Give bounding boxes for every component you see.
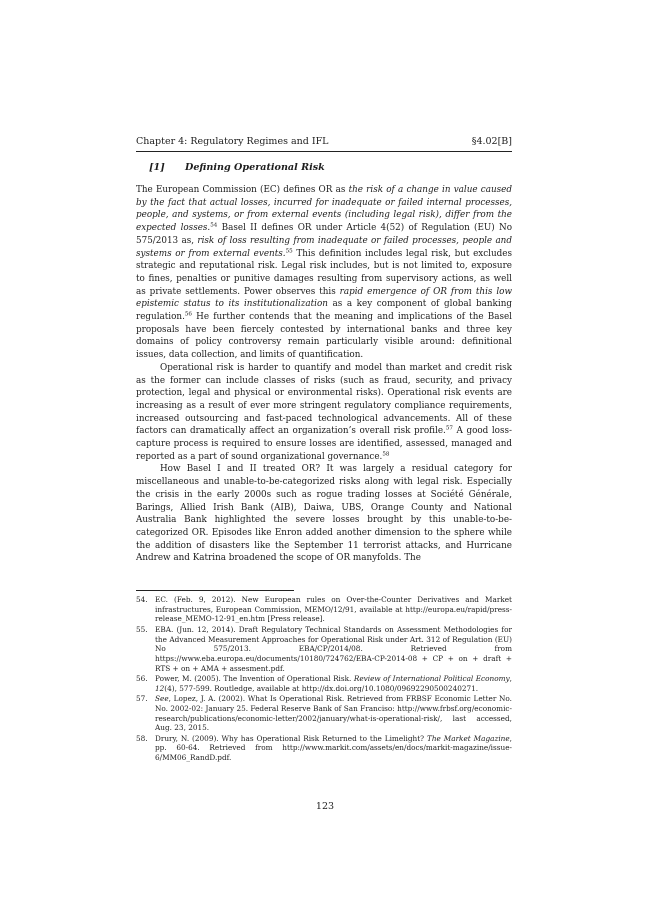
paragraph-2 — [136, 362, 512, 464]
footnotes — [136, 595, 512, 763]
text-run: Drury, N. (2009). Why has Operational Risk Returned to the Limelight? — [155, 733, 427, 743]
footnote-number: 57. — [136, 694, 148, 704]
paragraph-1 — [136, 184, 512, 362]
footnote-text — [155, 734, 512, 763]
page-content — [136, 136, 512, 565]
text-run: , pp. 60-64. Retrieved from http://www.markit.com/assets/en/docs/markit-magazine/issue-6/MM06_RandD.pdf. — [155, 733, 512, 762]
text-run: Operational risk is harder to quantify and model than market and credit risk as the former can include classes of risks (such as fraud, security, and privacy protection, legal and physical or environmental risks). Operational risk events are increasing as a result of ever more stringent regulatory compliance requirements, increased outsourcing and fast-paced technological advancements. All of these factors can dramatically affect an organization’s overall risk profile. — [136, 362, 512, 437]
text-run: This definition includes legal risk, but excludes strategic and reputational risk. Legal risk includes, but is not limited to, exposure to fines, penalties or punitive damages resulting from supervisory actions, as well as private settlements. Power observes this — [136, 248, 512, 297]
quote-ec-definition: the risk of a change in value caused by the fact that actual losses, incurred for inadequate or failed internal processes, people, and systems, or from external events (including legal risk), differ from the expected losses. — [136, 185, 512, 234]
footnote-56 — [136, 674, 512, 693]
section-number: [1] — [149, 162, 165, 173]
footnote-55 — [136, 625, 512, 674]
footnote-text: EC. (Feb. 9, 2012). New European rules on Over-the-Counter Derivatives and Market infrastructures, European Commission, MEMO/12/91, available at http://europa.eu/rapid/press-release_MEMO-12-91_en.htm [Press release]. — [155, 595, 512, 624]
paragraph-3: How Basel I and II treated OR? It was largely a residual category for miscellaneous and unable-to-be-categorized risks along with legal risk. Especially the crisis in the early 2000s such as rogue trading losses at Société Générale, Barings, Allied Irish Bank (AIB), Daiwa, UBS, Orange County and National Australia Bank highlighted the severe losses brought by this unable-to-be-categorized OR. Episodes like Enron added another dimension to the sphere while the addition of disasters like the September 11 terrorist attacks, and Hurricane Andrew and Katrina broadened the scope of OR manyfolds. The — [136, 464, 512, 564]
signal-word: See — [155, 694, 169, 704]
text-run: A good loss-capture process is required to ensure losses are identified, assessed, managed and reported as a part of sound organizational governance. — [136, 426, 512, 462]
quote-basel-definition: risk of loss resulting from inadequate or failed processes, people and systems or from external events. — [136, 235, 512, 259]
footnote-number: 55. — [136, 624, 148, 634]
journal-title: Review of International Political Economy — [353, 674, 510, 683]
magazine-title: The Market Magazine — [426, 733, 510, 743]
footnote-text — [155, 694, 512, 733]
footnote-ref-57[interactable]: 57 — [445, 425, 453, 432]
footnote-58 — [136, 734, 512, 763]
running-header-chapter: Chapter 4: Regulatory Regimes and IFL — [136, 136, 329, 147]
section-title: Defining Operational Risk — [185, 162, 325, 173]
section-heading — [136, 161, 512, 175]
text-run: Basel II defines OR under Article 4(52) of Regulation (EU) No 575/2013 as, — [136, 223, 512, 246]
text-run: (4), 577-599. Routledge, available at http://dx.doi.org/10.1080/09692290500240271. — [164, 683, 479, 693]
running-header — [136, 136, 512, 152]
footnote-number: 58. — [136, 733, 148, 743]
footnote-number: 54. — [136, 595, 148, 604]
text-run: , Lopez, J. A. (2002). What Is Operational Risk. Retrieved from FRBSF Economic Letter No. No. 2002-02: January 25. Federal Reserve Bank of San Franciso: http://www.frbsf.org/economic-research/publications/economic-letter/2002/january/what-is-operational-risk/, last accessed, Aug. 23, 2015. — [155, 694, 512, 733]
footnote-divider — [136, 590, 294, 591]
footnote-57 — [136, 694, 512, 733]
quote-power: rapid emergence of OR from this low epistemic status to its institutionalization — [136, 286, 512, 310]
text-run: He further contends that the meaning and implications of the Basel proposals have been fiercely contested by international banks and three key domains of policy controversy remain particularly visible around: definitional issues, data collection, and limits of quantification. — [136, 312, 512, 361]
page-number: 123 — [315, 801, 335, 812]
footnote-ref-58[interactable]: 58 — [382, 451, 390, 458]
footnote-ref-56[interactable]: 56 — [184, 311, 192, 318]
footnote-number: 56. — [136, 674, 148, 683]
footnote-text: EBA. (Jun. 12, 2014). Draft Regulatory Technical Standards on Assessment Methodologies for the Advanced Measurement Approaches for Operational Risk under Art. 312 of Regulation (EU) No 575/2013. EBA/CP/2014/08. Retrieved from https://www.eba.europa.eu/documents/10180/724762/EBA-CP-2014-08 + CP + on + draft + RTS + on + AMA + assesment.pdf. — [155, 624, 512, 673]
footnote-ref-54[interactable]: 54 — [210, 222, 218, 229]
footnote-ref-55[interactable]: 55 — [285, 248, 293, 255]
running-header-section: §4.02[B] — [471, 136, 512, 147]
text-run: , — [509, 674, 512, 683]
footnote-text — [155, 674, 512, 693]
footnote-54 — [136, 595, 512, 624]
text-run: Power, M. (2005). The Invention of Operational Risk. — [155, 674, 354, 683]
journal-volume: 12 — [155, 683, 165, 693]
text-run: as a key component of global banking regulation. — [136, 299, 512, 323]
text-run: The European Commission (EC) defines OR as — [136, 185, 349, 195]
body-text — [136, 184, 512, 565]
